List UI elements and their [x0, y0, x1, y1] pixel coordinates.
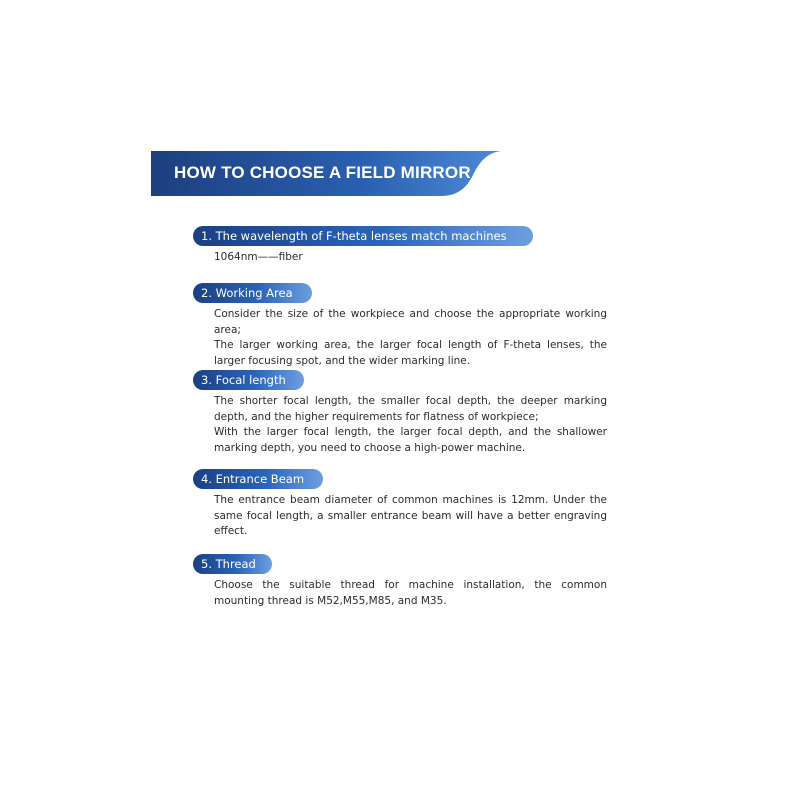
section-heading: 1. The wavelength of F-theta lenses match machines	[193, 226, 533, 246]
paragraph: 1064nm——fiber	[214, 251, 303, 263]
paragraph: The shorter focal length, the smaller focal depth, the deeper marking depth, and the higher requirements for flatness of workpiece;	[214, 395, 607, 423]
paragraph: The entrance beam diameter of common machines is 12mm. Under the same focal length, a smaller entrance beam will have a better engraving effect.	[214, 494, 607, 537]
section-working-area	[193, 283, 613, 369]
section-wavelength	[193, 226, 613, 266]
title-banner	[151, 151, 501, 196]
section-body	[214, 307, 607, 369]
section-heading: 3. Focal length	[193, 370, 304, 390]
paragraph: Choose the suitable thread for machine installation, the common mounting thread is M52,M55,M85, and M35.	[214, 579, 607, 607]
section-focal-length	[193, 370, 613, 456]
section-body	[214, 394, 607, 456]
paragraph: The larger working area, the larger focal length of F-theta lenses, the larger focusing spot, and the wider marking line.	[214, 339, 607, 367]
page-title: HOW TO CHOOSE A FIELD MIRROR	[174, 163, 471, 182]
section-thread	[193, 554, 613, 609]
section-heading: 4. Entrance Beam	[193, 469, 323, 489]
paragraph: With the larger focal length, the larger focal depth, and the shallower marking depth, you need to choose a high-power machine.	[214, 426, 607, 454]
paragraph: Consider the size of the workpiece and choose the appropriate working area;	[214, 308, 607, 336]
section-heading: 2. Working Area	[193, 283, 312, 303]
section-body	[214, 493, 607, 540]
section-entrance-beam	[193, 469, 613, 540]
section-body	[214, 250, 607, 266]
section-heading: 5. Thread	[193, 554, 272, 574]
section-body	[214, 578, 607, 609]
